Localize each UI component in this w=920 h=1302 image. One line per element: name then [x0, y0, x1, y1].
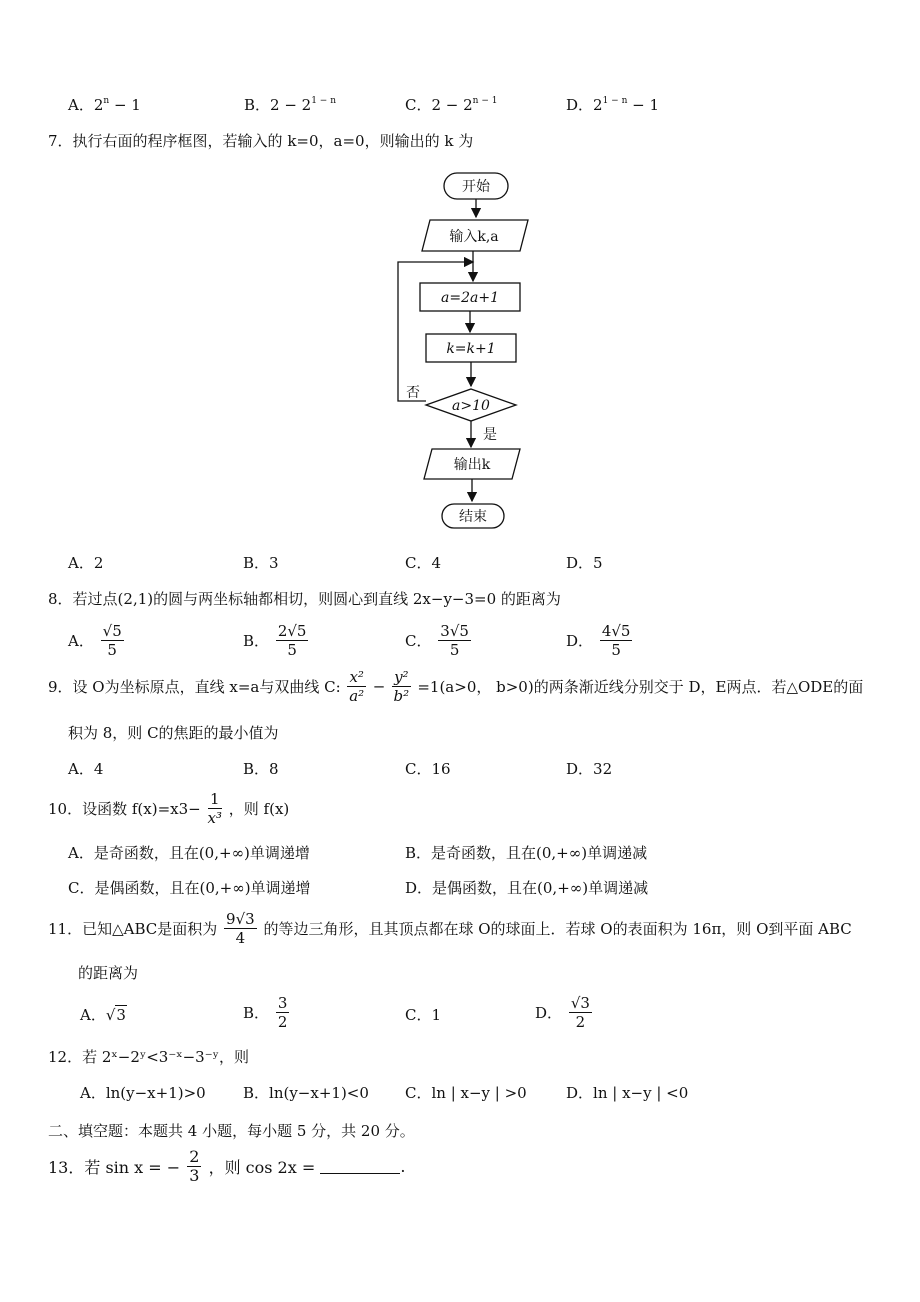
- q12-option-d: D．ln | x−y | <0: [566, 1084, 689, 1102]
- q11-option-a: A．√3: [80, 1006, 126, 1024]
- q10-option-a: A．是奇函数，且在(0,+∞)单调递增: [68, 844, 310, 862]
- q11-stem-line2: 的距离为: [78, 964, 139, 982]
- flow-yes-label: 是: [483, 427, 497, 443]
- q10-option-b: B．是奇函数，且在(0,+∞)单调递减: [405, 844, 648, 862]
- q7-option-b: B．3: [243, 554, 279, 572]
- q9-option-b: B．8: [243, 760, 279, 778]
- q12-option-b: B．ln(y−x+1)<0: [243, 1084, 369, 1102]
- q9-option-d: D．32: [566, 760, 613, 778]
- q8-option-a: A． $\frac{√5}{5}$: [68, 622, 122, 659]
- q7-option-d: D．5: [566, 554, 603, 572]
- q10-option-c: C．是偶函数，且在(0,+∞)单调递增: [68, 879, 311, 897]
- flow-no-label: 否: [406, 385, 420, 401]
- q10-stem: 10．设函数 f(x)=x3− $\frac{1}{\text{x³}}$ ，则 f(x): [48, 790, 290, 827]
- q7-option-a: A．2: [68, 554, 104, 572]
- q6-option-d: D．$2^{1 - n} - 1$: [566, 96, 660, 114]
- q7-option-c: C．4: [405, 554, 442, 572]
- q11-option-d: D． $\frac{√3}{2}$: [535, 994, 590, 1031]
- q11-option-c: C．1: [405, 1006, 442, 1024]
- flow-start-label: 开始: [462, 179, 490, 195]
- q6-option-b: B．$2 - 2^{1 - n}$: [244, 96, 337, 114]
- q12-option-a: A．ln(y−x+1)>0: [80, 1084, 206, 1102]
- q11-stem: 11．已知△ABC是面积为 $\frac{9√3}{4}$ 的等边三角形，且其顶点都在球 O的球面上．若球 O的表面积为 16π，则 O到平面 ABC: [48, 910, 852, 947]
- flow-input-label: 输入k,a: [449, 229, 499, 245]
- q10-option-d: D．是偶函数，且在(0,+∞)单调递减: [405, 879, 649, 897]
- q6-option-a: A．$2^n - 1$: [68, 96, 141, 114]
- q8-stem: 8．若过点(2,1)的圆与两坐标轴都相切，则圆心到直线 2x−y−3=0 的距离为: [48, 590, 561, 608]
- q8-option-d: D． $\frac{4√5}{5}$: [566, 622, 631, 659]
- q12-option-c: C．ln | x−y | >0: [405, 1084, 527, 1102]
- q7-stem: 7．执行右面的程序框图，若输入的 k=0，a=0，则输出的 k 为: [48, 132, 474, 150]
- q11-option-b: B． $\frac{3}{2}$: [243, 994, 288, 1031]
- q8-option-c: C． $\frac{3√5}{5}$: [405, 622, 469, 659]
- flow-end-label: 结束: [459, 509, 487, 525]
- flow-step1-label: a=2a+1: [441, 290, 499, 306]
- q9-option-c: C．16: [405, 760, 451, 778]
- flow-decision-label: a>10: [452, 398, 490, 414]
- q9-option-a: A．4: [68, 760, 104, 778]
- flow-step2-label: k=k+1: [446, 341, 496, 357]
- q13-stem: 13．若 sin x = − $\frac{2}{3}$ ，则 cos 2x = .: [48, 1147, 406, 1185]
- q7-flowchart: [380, 165, 530, 535]
- q9-stem-line2: 积为 8，则 C的焦距的最小值为: [68, 724, 279, 742]
- section-fill-in-heading: 二、填空题：本题共 4 小题，每小题 5 分，共 20 分。: [48, 1122, 415, 1140]
- flow-output-label: 输出k: [453, 457, 491, 473]
- q6-option-c: C．$2 - 2^{n - 1}$: [405, 96, 498, 114]
- q9-stem: 9．设 O为坐标原点，直线 x=a与双曲线 C: $\frac{\text{x²}}{\text{a²}}$ − $\frac{\text{y²}}{\text{b²}}$ =1(a>0， b>0)的两条渐近线分别交于 D，E两点．若△ODE的面: [48, 668, 864, 705]
- q13-answer-blank: [320, 1159, 400, 1174]
- q12-stem: 12．若 2ˣ−2ʸ<3⁻ˣ−3⁻ʸ，则: [48, 1048, 249, 1066]
- q8-option-b: B． $\frac{2√5}{5}$: [243, 622, 307, 659]
